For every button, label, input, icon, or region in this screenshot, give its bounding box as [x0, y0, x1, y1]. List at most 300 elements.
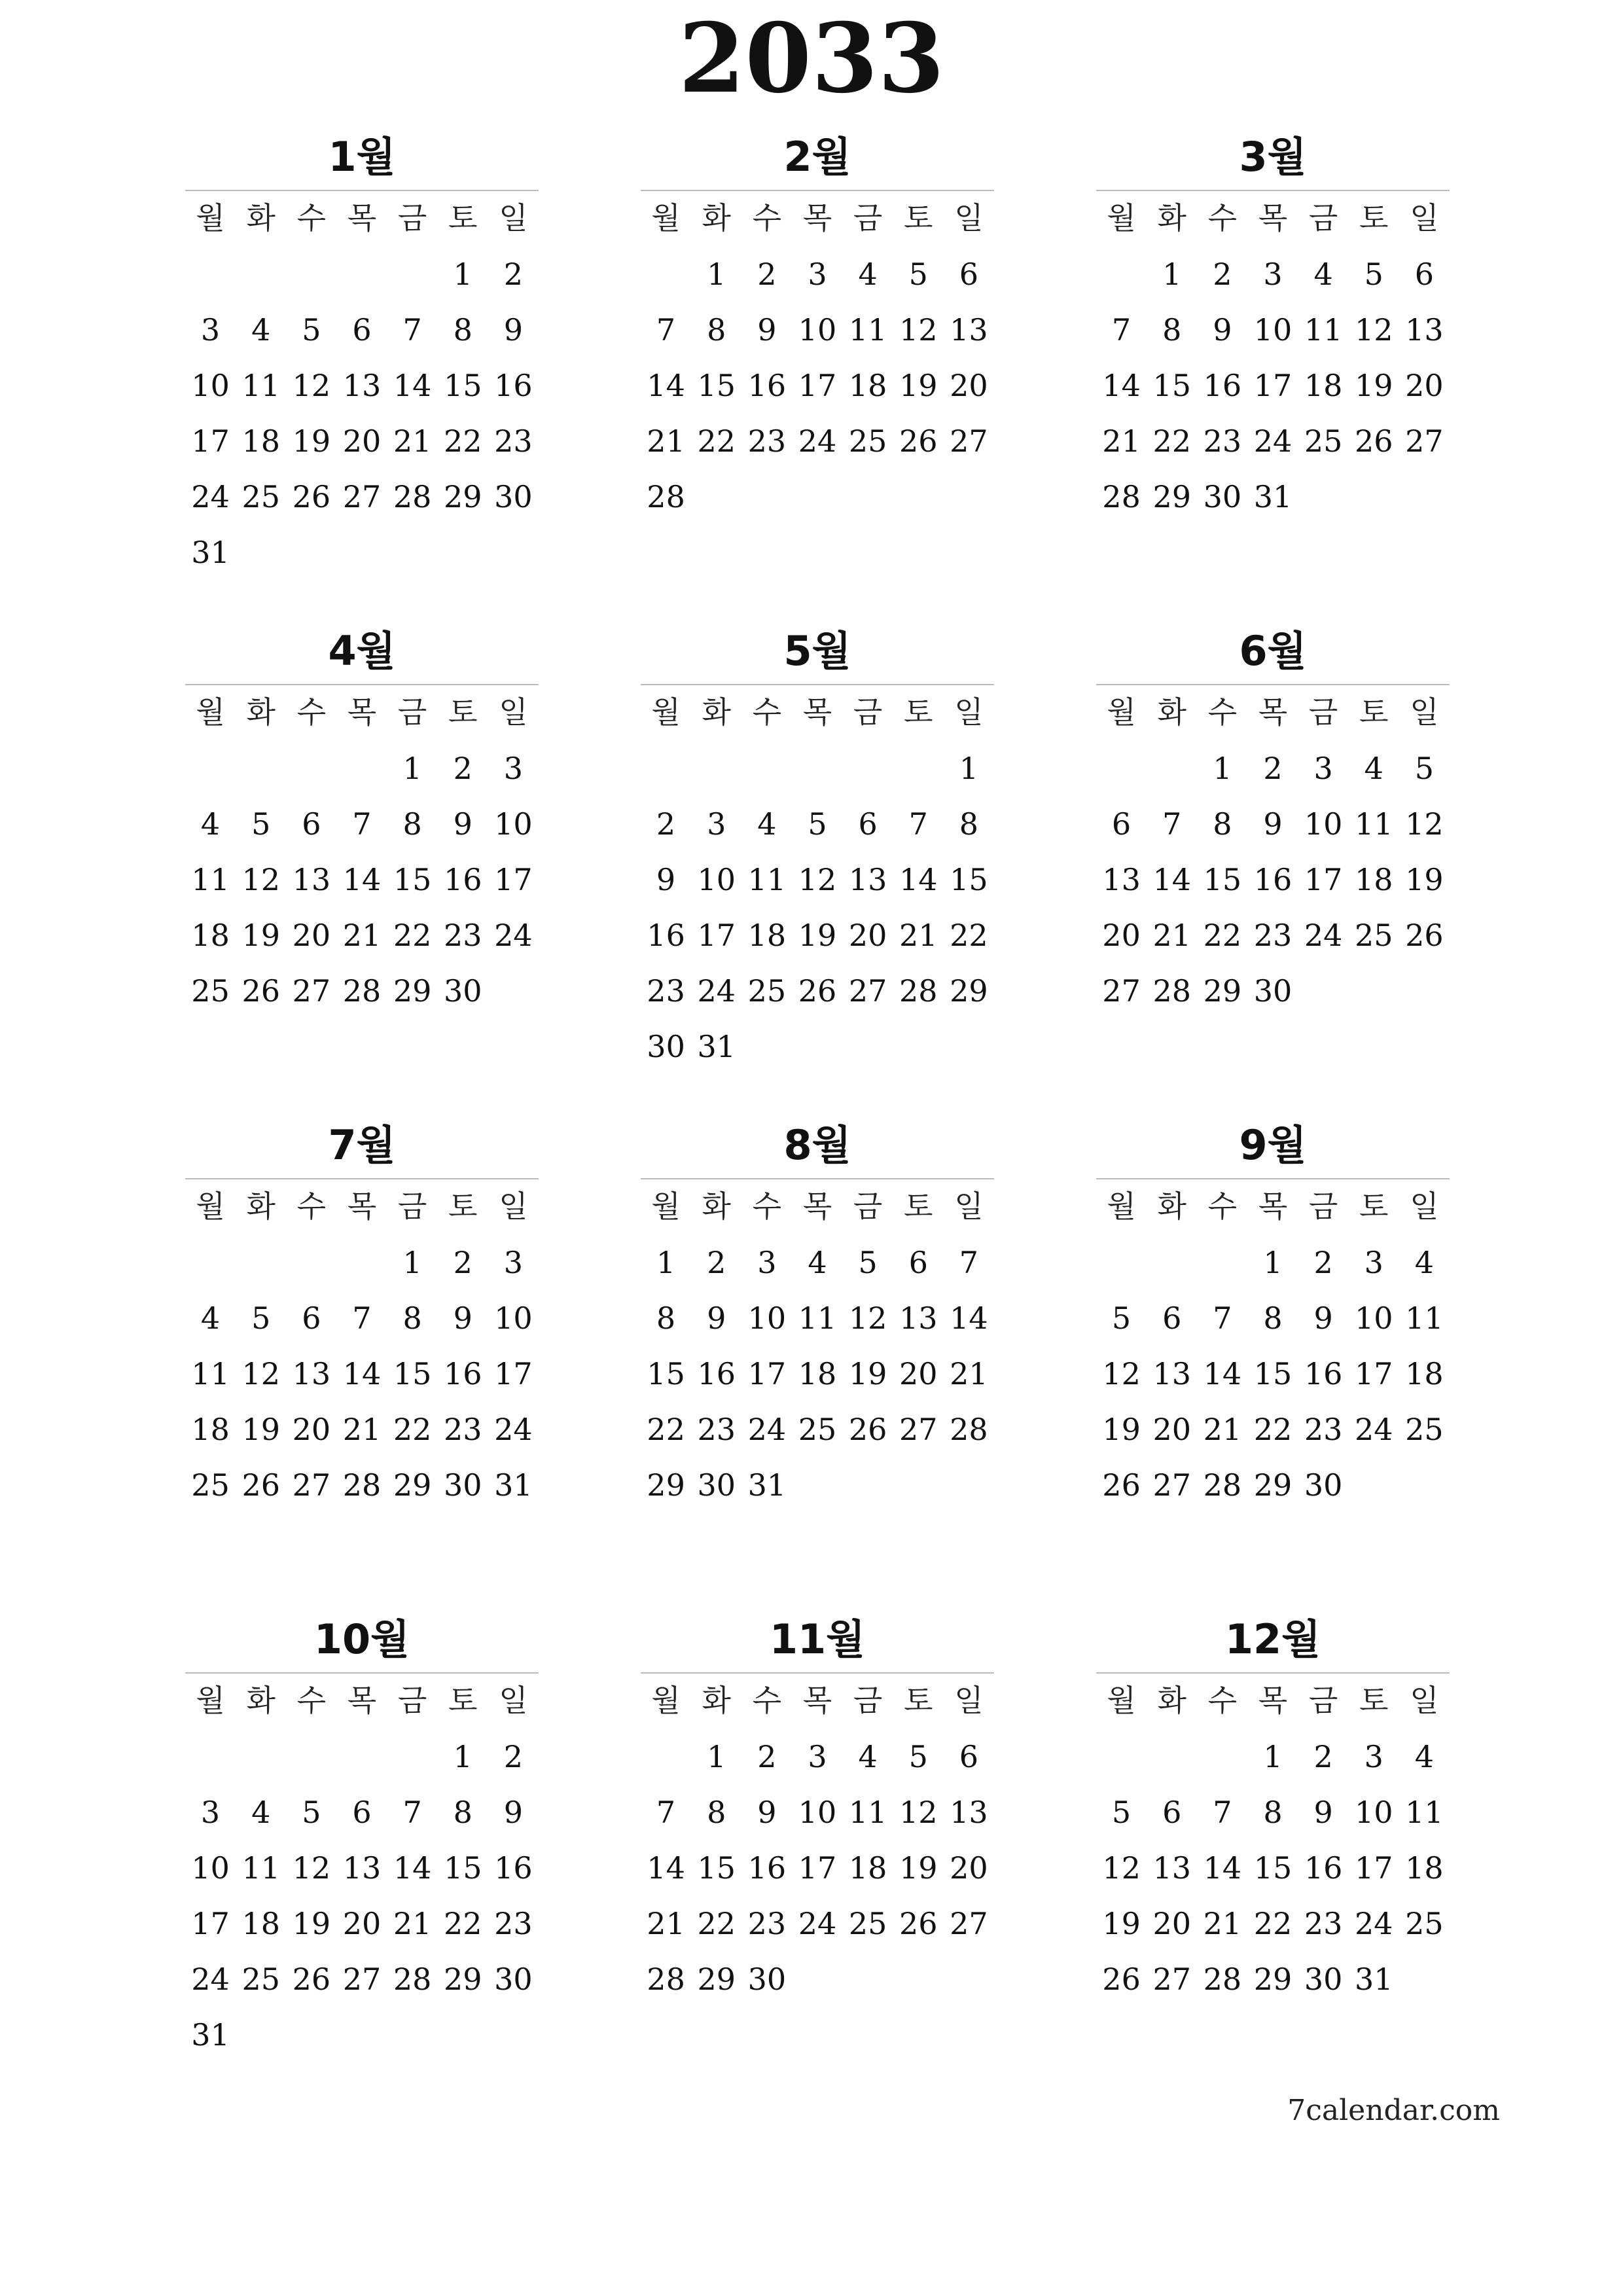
day-cell: 22 — [1203, 918, 1242, 953]
day-cell: 18 — [1405, 1356, 1444, 1391]
weekday-label: 일 — [499, 1189, 528, 1224]
day-cell: 15 — [697, 1850, 736, 1886]
day-cell: 29 — [647, 1467, 685, 1503]
day-cell: 1 — [1263, 1739, 1283, 1774]
day-cell: 29 — [1203, 973, 1242, 1009]
day-cell: 2 — [453, 1245, 473, 1280]
day-cell: 29 — [1152, 479, 1191, 514]
weekday-label: 월 — [651, 694, 681, 730]
day-cell: 10 — [1355, 1300, 1393, 1336]
month-name: 12월 — [1224, 1615, 1321, 1663]
weekday-label: 일 — [499, 1683, 528, 1718]
day-cell: 5 — [251, 806, 271, 842]
day-cell: 10 — [191, 368, 230, 403]
day-cell: 17 — [697, 918, 736, 953]
day-cell: 28 — [393, 1962, 432, 1997]
day-cell: 30 — [1304, 1962, 1343, 1997]
weekday-label: 화 — [246, 694, 276, 730]
day-cell: 30 — [747, 1962, 787, 1997]
day-cell: 25 — [191, 973, 230, 1009]
day-cell: 29 — [1253, 1467, 1293, 1503]
day-cell: 20 — [950, 1850, 988, 1886]
day-cell: 10 — [747, 1300, 787, 1336]
weekday-label: 목 — [1258, 1189, 1288, 1224]
day-cell: 22 — [1152, 423, 1191, 459]
day-cell: 23 — [494, 1906, 533, 1941]
day-cell: 8 — [959, 806, 979, 842]
month-block — [1096, 1607, 1450, 2007]
weekday-label: 화 — [1157, 694, 1186, 730]
day-cell: 29 — [393, 973, 432, 1009]
day-cell: 31 — [191, 535, 230, 570]
day-cell: 22 — [1253, 1906, 1293, 1941]
day-cell: 26 — [292, 1962, 331, 1997]
day-cell: 5 — [1111, 1795, 1132, 1830]
day-cell: 21 — [647, 1906, 685, 1941]
weekday-label: 화 — [702, 694, 731, 730]
day-cell: 4 — [251, 312, 271, 348]
day-grid — [185, 685, 539, 1019]
day-cell: 7 — [1213, 1300, 1232, 1336]
day-cell: 2 — [1263, 751, 1283, 786]
day-cell: 27 — [1152, 1962, 1191, 1997]
weekday-label: 일 — [954, 1189, 984, 1224]
day-cell: 11 — [191, 862, 230, 897]
day-cell: 21 — [1203, 1906, 1242, 1941]
day-cell: 1 — [402, 751, 422, 786]
day-cell: 10 — [191, 1850, 230, 1886]
day-cell: 5 — [1364, 257, 1383, 292]
day-cell: 19 — [292, 1906, 331, 1941]
day-cell: 26 — [292, 479, 331, 514]
day-cell: 6 — [1162, 1795, 1182, 1830]
day-grid — [641, 685, 994, 1075]
day-cell: 6 — [302, 806, 321, 842]
weekday-label: 수 — [1207, 694, 1238, 730]
weekday-label: 목 — [347, 694, 377, 730]
day-cell: 23 — [747, 1906, 787, 1941]
month-name: 5월 — [783, 627, 851, 675]
day-cell: 20 — [342, 1906, 382, 1941]
day-cell: 5 — [1111, 1300, 1132, 1336]
day-cell: 25 — [1355, 918, 1393, 953]
day-cell: 8 — [402, 1300, 422, 1336]
day-cell: 29 — [697, 1962, 736, 1997]
day-cell: 24 — [798, 1906, 837, 1941]
day-cell: 23 — [747, 423, 787, 459]
weekday-label: 토 — [1359, 1189, 1389, 1224]
day-cell: 16 — [1304, 1850, 1343, 1886]
day-cell: 17 — [1253, 368, 1293, 403]
weekday-label: 금 — [853, 1189, 883, 1224]
day-cell: 20 — [1405, 368, 1444, 403]
weekday-label: 금 — [853, 200, 883, 236]
day-cell: 16 — [1253, 862, 1293, 897]
day-cell: 12 — [241, 1356, 280, 1391]
day-cell: 11 — [241, 368, 280, 403]
day-cell: 6 — [908, 1245, 928, 1280]
day-cell: 16 — [647, 918, 685, 953]
weekday-label: 월 — [1107, 1189, 1136, 1224]
day-cell: 2 — [757, 257, 777, 292]
day-cell: 21 — [647, 423, 685, 459]
weekday-label: 금 — [1308, 200, 1338, 236]
day-cell: 7 — [402, 312, 422, 348]
day-cell: 30 — [1304, 1467, 1343, 1503]
day-cell: 9 — [1263, 806, 1283, 842]
day-cell: 8 — [1213, 806, 1232, 842]
day-cell: 24 — [747, 1412, 787, 1447]
day-cell: 2 — [757, 1739, 777, 1774]
day-cell: 27 — [342, 1962, 382, 1997]
day-cell: 1 — [656, 1245, 676, 1280]
day-cell: 25 — [798, 1412, 837, 1447]
day-cell: 24 — [191, 1962, 230, 1997]
day-cell: 31 — [747, 1467, 787, 1503]
day-cell: 7 — [352, 1300, 372, 1336]
day-cell: 3 — [1364, 1245, 1383, 1280]
weekday-label: 일 — [954, 694, 984, 730]
weekday-label: 화 — [1157, 1683, 1186, 1718]
weekday-label: 토 — [1359, 694, 1389, 730]
day-cell: 18 — [747, 918, 787, 953]
day-cell: 16 — [1304, 1356, 1343, 1391]
day-cell: 27 — [848, 973, 887, 1009]
weekday-label: 화 — [702, 200, 731, 236]
day-cell: 19 — [899, 368, 938, 403]
day-cell: 15 — [393, 862, 432, 897]
weekday-label: 일 — [1410, 1683, 1439, 1718]
weekday-label: 금 — [1308, 1189, 1338, 1224]
day-cell: 5 — [251, 1300, 271, 1336]
day-cell: 5 — [302, 1795, 321, 1830]
month-name: 6월 — [1239, 627, 1307, 675]
weekday-label: 목 — [347, 200, 377, 236]
day-cell: 19 — [292, 423, 331, 459]
day-cell: 9 — [757, 312, 777, 348]
day-cell: 15 — [647, 1356, 685, 1391]
weekday-label: 토 — [904, 1189, 933, 1224]
day-cell: 9 — [1213, 312, 1232, 348]
day-cell: 25 — [241, 1962, 280, 1997]
day-cell: 13 — [848, 862, 887, 897]
day-cell: 8 — [1263, 1795, 1283, 1830]
month-name: 11월 — [769, 1615, 866, 1663]
day-cell: 18 — [241, 1906, 280, 1941]
day-cell: 12 — [292, 368, 331, 403]
weekday-label: 월 — [651, 200, 681, 236]
day-cell: 13 — [292, 1356, 331, 1391]
day-cell: 23 — [1304, 1906, 1343, 1941]
day-cell: 8 — [453, 1795, 473, 1830]
day-cell: 22 — [444, 423, 482, 459]
day-cell: 26 — [899, 1906, 938, 1941]
weekday-label: 목 — [1258, 1683, 1288, 1718]
day-cell: 24 — [1304, 918, 1343, 953]
weekday-label: 화 — [1157, 1189, 1186, 1224]
day-cell: 3 — [808, 257, 827, 292]
day-cell: 23 — [494, 423, 533, 459]
weekday-label: 목 — [802, 1189, 832, 1224]
day-cell: 14 — [647, 368, 685, 403]
day-grid — [641, 191, 994, 525]
day-cell: 13 — [950, 1795, 988, 1830]
day-cell: 26 — [1405, 918, 1444, 953]
day-cell: 23 — [444, 1412, 482, 1447]
day-cell: 13 — [950, 312, 988, 348]
day-cell: 30 — [1253, 973, 1293, 1009]
day-cell: 26 — [241, 973, 280, 1009]
day-cell: 9 — [453, 806, 473, 842]
day-cell: 26 — [848, 1412, 887, 1447]
day-cell: 11 — [191, 1356, 230, 1391]
day-cell: 6 — [1414, 257, 1435, 292]
day-cell: 3 — [200, 312, 221, 348]
day-cell: 21 — [393, 423, 432, 459]
day-cell: 7 — [402, 1795, 422, 1830]
day-cell: 26 — [1355, 423, 1393, 459]
day-cell: 18 — [848, 368, 887, 403]
day-cell: 1 — [402, 1245, 422, 1280]
day-cell: 12 — [1102, 1850, 1141, 1886]
day-cell: 7 — [1213, 1795, 1232, 1830]
month-name: 9월 — [1239, 1121, 1307, 1169]
weekday-label: 월 — [1107, 1683, 1136, 1718]
day-cell: 20 — [1152, 1412, 1191, 1447]
day-cell: 18 — [191, 918, 230, 953]
weekday-label: 토 — [1359, 200, 1389, 236]
day-cell: 17 — [798, 1850, 837, 1886]
day-cell: 21 — [899, 918, 938, 953]
day-cell: 19 — [899, 1850, 938, 1886]
day-cell: 14 — [1203, 1850, 1242, 1886]
day-cell: 18 — [241, 423, 280, 459]
day-cell: 23 — [1203, 423, 1242, 459]
day-cell: 15 — [393, 1356, 432, 1391]
weekday-label: 화 — [702, 1189, 731, 1224]
month-block — [1096, 1113, 1450, 1513]
day-cell: 2 — [1313, 1739, 1333, 1774]
day-cell: 7 — [352, 806, 372, 842]
day-cell: 16 — [1203, 368, 1242, 403]
day-cell: 5 — [908, 1739, 928, 1774]
day-cell: 17 — [191, 1906, 230, 1941]
day-cell: 16 — [444, 1356, 482, 1391]
day-cell: 25 — [848, 423, 887, 459]
day-cell: 19 — [1102, 1906, 1141, 1941]
day-cell: 14 — [393, 368, 432, 403]
weekday-label: 목 — [1258, 200, 1288, 236]
day-cell: 6 — [352, 312, 372, 348]
day-cell: 28 — [342, 973, 382, 1009]
day-cell: 15 — [1152, 368, 1191, 403]
day-cell: 20 — [292, 1412, 331, 1447]
day-cell: 9 — [453, 1300, 473, 1336]
day-cell: 8 — [656, 1300, 676, 1336]
day-cell: 17 — [1355, 1356, 1393, 1391]
day-cell: 26 — [241, 1467, 280, 1503]
day-cell: 10 — [494, 1300, 533, 1336]
day-cell: 30 — [444, 973, 482, 1009]
day-cell: 15 — [697, 368, 736, 403]
day-cell: 11 — [1304, 312, 1343, 348]
day-cell: 1 — [1162, 257, 1182, 292]
weekday-label: 금 — [853, 1683, 883, 1718]
day-cell: 23 — [697, 1412, 736, 1447]
day-cell: 10 — [1355, 1795, 1393, 1830]
day-cell: 2 — [707, 1245, 726, 1280]
day-cell: 27 — [899, 1412, 938, 1447]
day-cell: 17 — [494, 1356, 533, 1391]
day-cell: 11 — [241, 1850, 280, 1886]
day-cell: 1 — [1263, 1245, 1283, 1280]
day-cell: 18 — [1405, 1850, 1444, 1886]
day-cell: 9 — [757, 1795, 777, 1830]
weekday-label: 금 — [1308, 694, 1338, 730]
day-cell: 14 — [950, 1300, 988, 1336]
day-cell: 10 — [798, 312, 837, 348]
day-cell: 2 — [1313, 1245, 1333, 1280]
month-name: 4월 — [328, 627, 396, 675]
day-cell: 3 — [503, 1245, 524, 1280]
day-cell: 25 — [1304, 423, 1343, 459]
day-cell: 20 — [1152, 1906, 1191, 1941]
day-cell: 2 — [503, 1739, 524, 1774]
day-grid — [1096, 1674, 1450, 2007]
month-name: 1월 — [328, 133, 396, 181]
day-cell: 20 — [292, 918, 331, 953]
day-cell: 11 — [798, 1300, 837, 1336]
weekday-label: 금 — [853, 694, 883, 730]
day-cell: 13 — [1152, 1356, 1191, 1391]
day-cell: 22 — [1253, 1412, 1293, 1447]
day-cell: 21 — [1102, 423, 1141, 459]
day-cell: 27 — [292, 973, 331, 1009]
day-cell: 22 — [393, 918, 432, 953]
day-cell: 27 — [292, 1467, 331, 1503]
day-cell: 23 — [1304, 1412, 1343, 1447]
day-cell: 24 — [1355, 1906, 1393, 1941]
day-cell: 9 — [1313, 1300, 1333, 1336]
day-cell: 6 — [302, 1300, 321, 1336]
day-cell: 30 — [444, 1467, 482, 1503]
day-cell: 3 — [808, 1739, 827, 1774]
month-block — [641, 1607, 994, 2007]
day-cell: 17 — [494, 862, 533, 897]
day-cell: 4 — [1364, 751, 1383, 786]
month-block — [1096, 619, 1450, 1019]
day-cell: 31 — [1355, 1962, 1393, 1997]
day-cell: 23 — [444, 918, 482, 953]
day-cell: 28 — [1102, 479, 1141, 514]
weekday-label: 월 — [196, 1189, 225, 1224]
footer-link[interactable]: 7calendar.com — [1287, 2094, 1500, 2127]
month-block — [185, 124, 539, 581]
day-cell: 17 — [1304, 862, 1343, 897]
day-cell: 22 — [444, 1906, 482, 1941]
day-cell: 25 — [848, 1906, 887, 1941]
weekday-label: 토 — [448, 1683, 478, 1718]
weekday-label: 토 — [1359, 1683, 1389, 1718]
day-cell: 16 — [747, 368, 787, 403]
day-cell: 12 — [241, 862, 280, 897]
day-cell: 16 — [697, 1356, 736, 1391]
month-block — [185, 1113, 539, 1513]
day-cell: 24 — [697, 973, 736, 1009]
month-block — [641, 619, 994, 1075]
day-cell: 18 — [848, 1850, 887, 1886]
day-cell: 23 — [1253, 918, 1293, 953]
day-cell: 16 — [494, 368, 533, 403]
day-cell: 5 — [1414, 751, 1435, 786]
day-cell: 12 — [798, 862, 837, 897]
day-cell: 6 — [959, 257, 979, 292]
day-cell: 8 — [402, 806, 422, 842]
day-cell: 16 — [747, 1850, 787, 1886]
month-block — [641, 124, 994, 525]
day-cell: 19 — [241, 1412, 280, 1447]
day-cell: 20 — [342, 423, 382, 459]
weekday-label: 수 — [1207, 200, 1238, 236]
day-cell: 14 — [647, 1850, 685, 1886]
day-cell: 5 — [808, 806, 827, 842]
day-cell: 13 — [1405, 312, 1444, 348]
day-cell: 2 — [453, 751, 473, 786]
weekday-label: 수 — [752, 1189, 782, 1224]
day-cell: 12 — [899, 312, 938, 348]
day-cell: 14 — [899, 862, 938, 897]
day-cell: 4 — [1313, 257, 1333, 292]
day-cell: 22 — [950, 918, 988, 953]
day-grid — [641, 1179, 994, 1513]
day-cell: 8 — [1263, 1300, 1283, 1336]
day-cell: 27 — [950, 1906, 988, 1941]
day-cell: 1 — [959, 751, 979, 786]
day-cell: 15 — [1253, 1356, 1293, 1391]
weekday-label: 일 — [954, 1683, 984, 1718]
day-cell: 3 — [1364, 1739, 1383, 1774]
day-cell: 22 — [393, 1412, 432, 1447]
month-name: 8월 — [783, 1121, 851, 1169]
weekday-label: 토 — [904, 1683, 933, 1718]
day-cell: 6 — [1162, 1300, 1182, 1336]
day-cell: 30 — [697, 1467, 736, 1503]
day-cell: 5 — [858, 1245, 878, 1280]
month-name: 3월 — [1239, 133, 1307, 181]
weekday-label: 금 — [397, 694, 427, 730]
day-cell: 19 — [241, 918, 280, 953]
weekday-label: 수 — [296, 694, 327, 730]
day-cell: 30 — [1203, 479, 1242, 514]
weekday-label: 월 — [1107, 200, 1136, 236]
day-grid — [185, 1179, 539, 1513]
day-cell: 12 — [1355, 312, 1393, 348]
weekday-label: 목 — [802, 200, 832, 236]
day-cell: 18 — [798, 1356, 837, 1391]
day-cell: 13 — [1152, 1850, 1191, 1886]
day-cell: 4 — [858, 1739, 878, 1774]
month-block — [1096, 124, 1450, 525]
day-cell: 13 — [342, 368, 382, 403]
day-cell: 21 — [1203, 1412, 1242, 1447]
day-cell: 18 — [191, 1412, 230, 1447]
weekday-label: 토 — [448, 200, 478, 236]
day-cell: 14 — [342, 862, 382, 897]
day-cell: 13 — [292, 862, 331, 897]
day-cell: 24 — [494, 918, 533, 953]
day-cell: 11 — [1405, 1795, 1444, 1830]
weekday-label: 금 — [1308, 1683, 1338, 1718]
